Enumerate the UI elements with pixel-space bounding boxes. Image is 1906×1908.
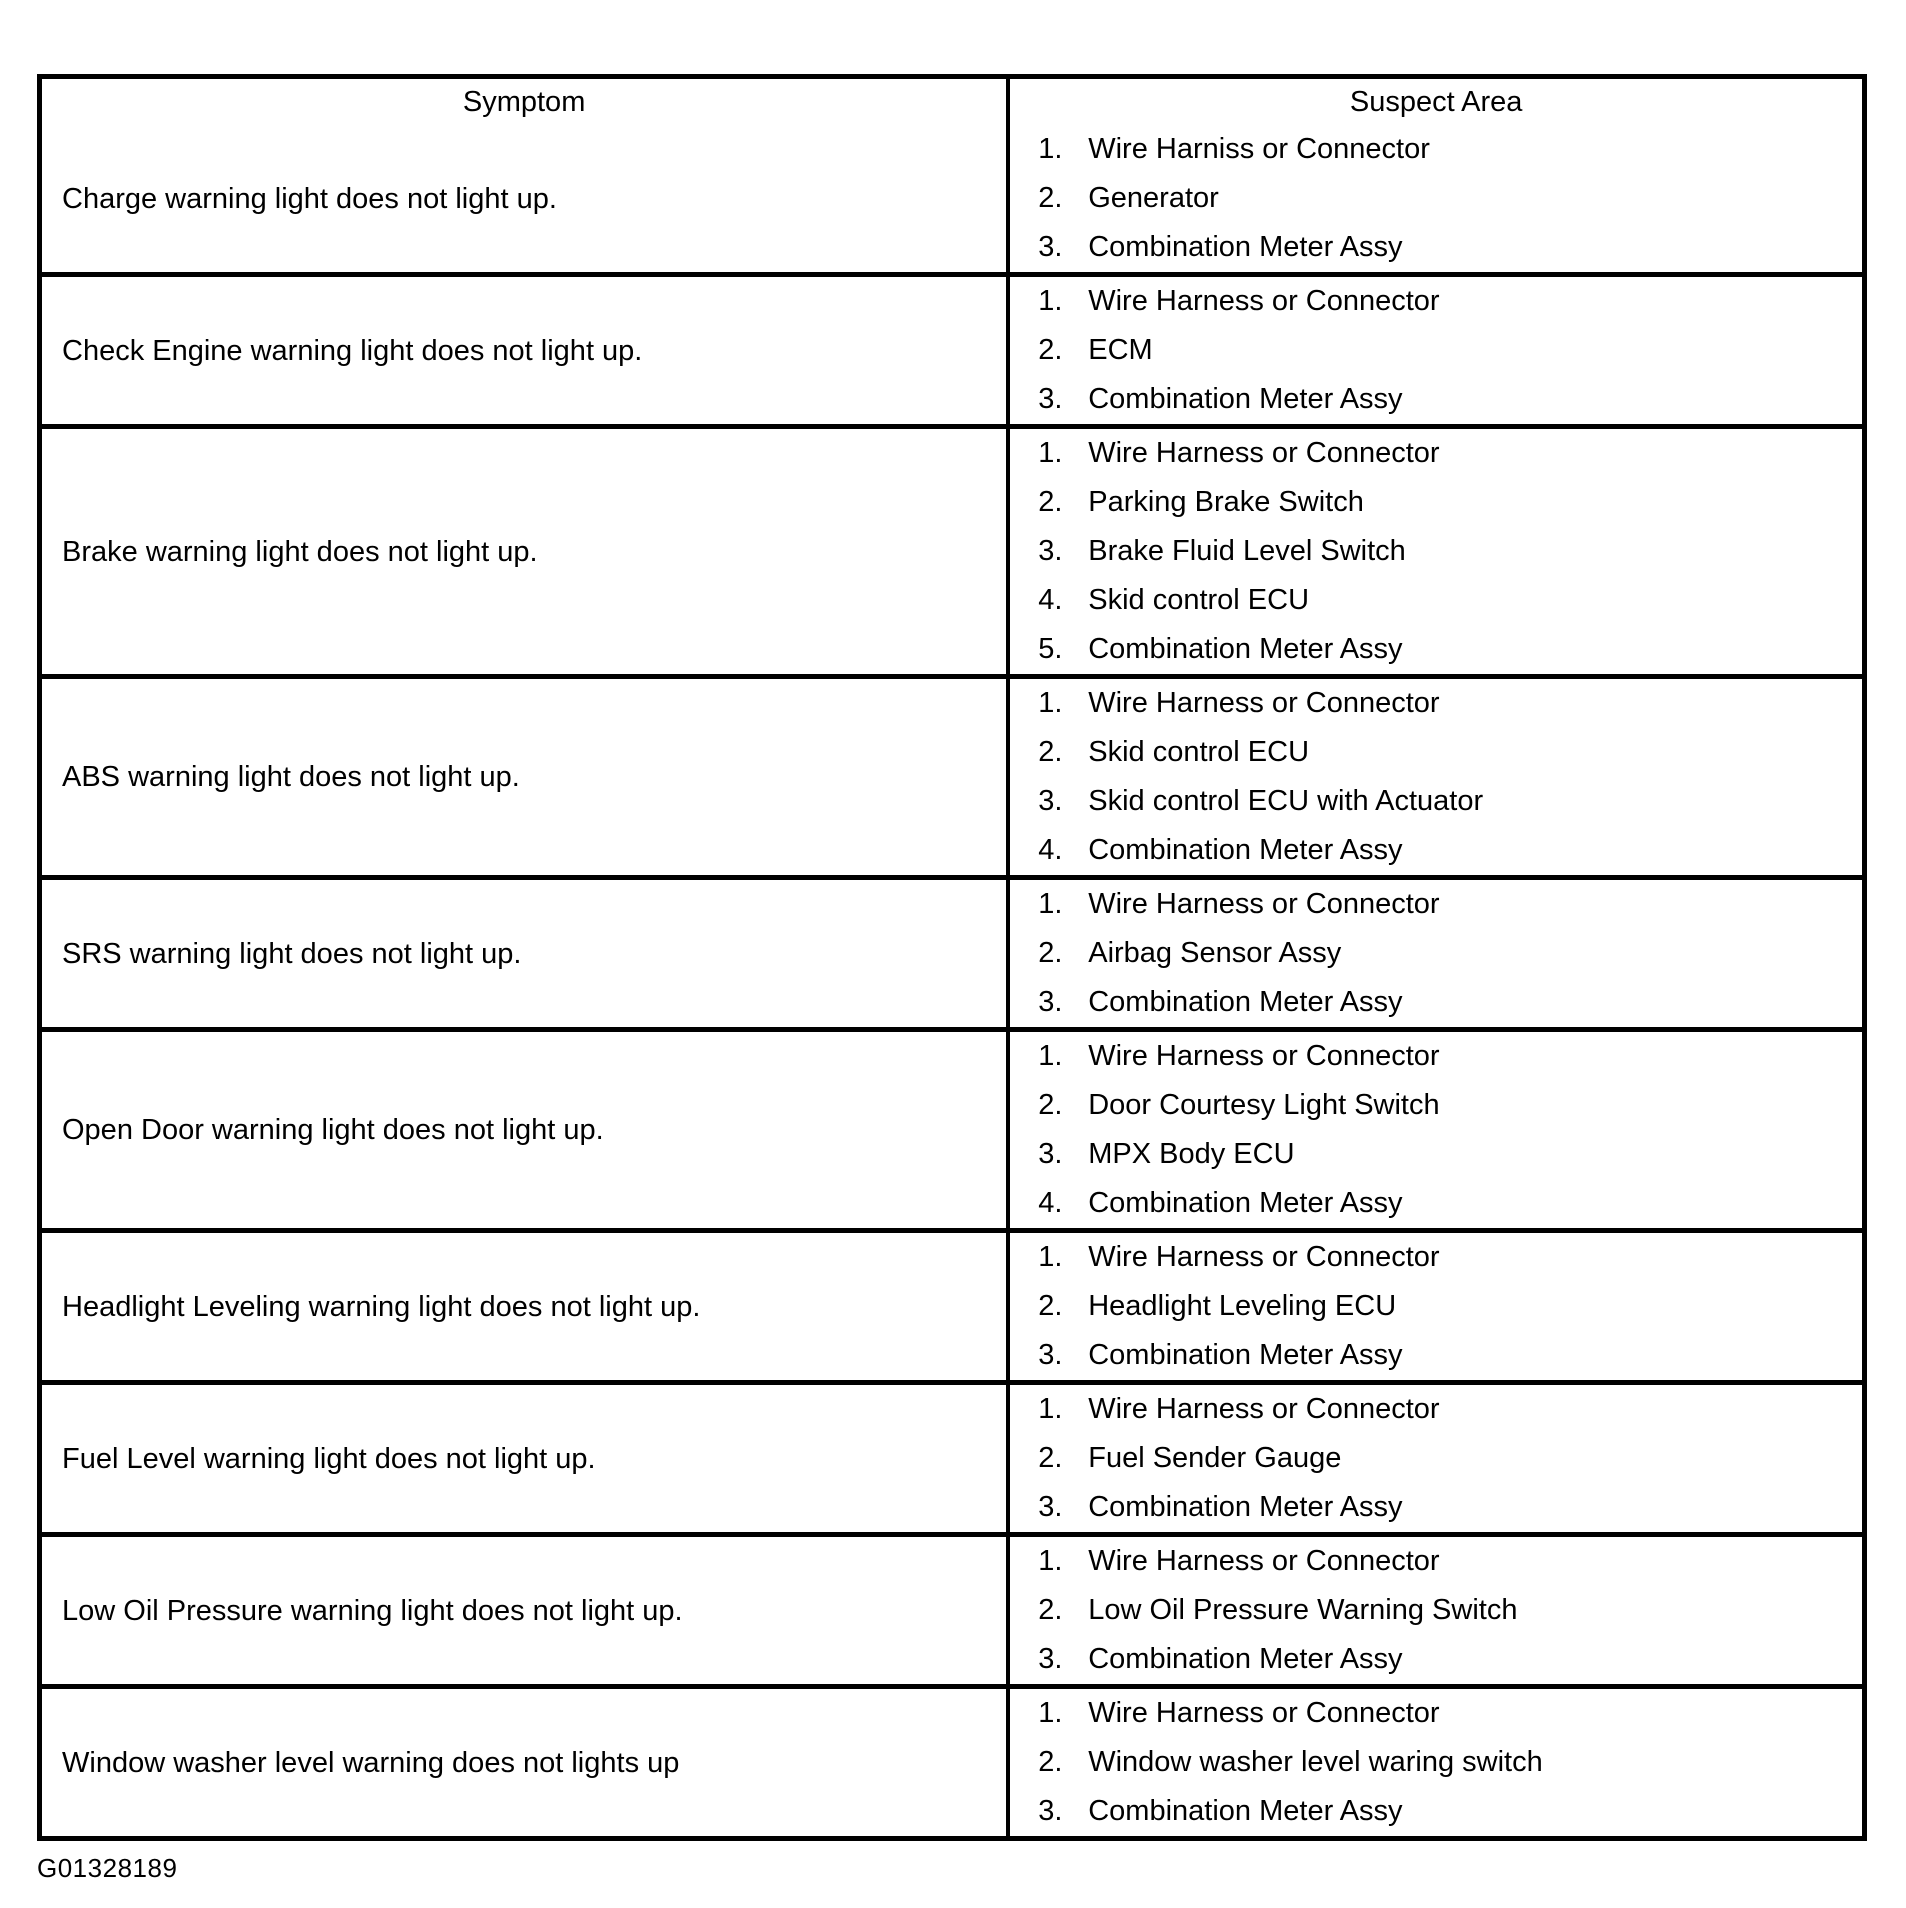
table-row	[42, 875, 1862, 1027]
symptom-cell	[42, 1233, 1010, 1380]
suspect-item-number: 1.	[1038, 888, 1063, 920]
suspect-item-number: 3.	[1038, 1138, 1063, 1170]
symptom-text: Window washer level warning does not lights up	[62, 1746, 680, 1779]
suspect-area-cell	[1010, 1032, 1862, 1228]
suspect-item-number: 3.	[1038, 1795, 1063, 1827]
suspect-item	[1038, 1385, 1856, 1434]
suspect-item-number: 3.	[1038, 535, 1063, 567]
suspect-item-label: ECM	[1088, 334, 1153, 366]
suspect-area-cell	[1010, 1537, 1862, 1684]
suspect-item-label: Wire Harness or Connector	[1088, 437, 1440, 469]
suspect-item-label: Low Oil Pressure Warning Switch	[1088, 1594, 1518, 1626]
table-row	[42, 1684, 1862, 1836]
symptom-text: Low Oil Pressure warning light does not light up.	[62, 1594, 683, 1627]
table-row	[42, 272, 1862, 424]
suspect-item-number: 4.	[1038, 584, 1063, 616]
suspect-item-label: Skid control ECU	[1088, 584, 1310, 616]
symptom-text: Headlight Leveling warning light does not light up.	[62, 1290, 701, 1323]
suspect-item-label: Combination Meter Assy	[1088, 1339, 1403, 1371]
suspect-item-label: Wire Harness or Connector	[1088, 687, 1440, 719]
suspect-item-label: Headlight Leveling ECU	[1088, 1290, 1397, 1322]
suspect-item-number: 3.	[1038, 231, 1063, 263]
suspect-item-number: 2.	[1038, 1594, 1063, 1626]
suspect-item	[1038, 1537, 1856, 1586]
table-body	[42, 125, 1862, 1836]
suspect-item-number: 2.	[1038, 937, 1063, 969]
suspect-item	[1038, 880, 1856, 929]
suspect-item	[1038, 1282, 1856, 1331]
symptom-cell	[42, 679, 1010, 875]
suspect-item	[1038, 375, 1856, 424]
suspect-item-number: 3.	[1038, 383, 1063, 415]
suspect-item-label: Combination Meter Assy	[1088, 231, 1403, 263]
troubleshooting-table	[37, 74, 1867, 1841]
table-row	[42, 1027, 1862, 1228]
table-row	[42, 1380, 1862, 1532]
suspect-item	[1038, 478, 1856, 527]
table-row	[42, 674, 1862, 875]
symptom-cell	[42, 1032, 1010, 1228]
suspect-item-label: Skid control ECU	[1088, 736, 1310, 768]
suspect-item-label: Window washer level waring switch	[1088, 1746, 1543, 1778]
table-row	[42, 125, 1862, 272]
suspect-item	[1038, 174, 1856, 223]
suspect-item-label: Wire Harness or Connector	[1088, 1697, 1440, 1729]
suspect-item-number: 3.	[1038, 785, 1063, 817]
symptom-cell	[42, 125, 1010, 272]
suspect-item-number: 1.	[1038, 1393, 1063, 1425]
suspect-area-cell	[1010, 277, 1862, 424]
suspect-item	[1038, 777, 1856, 826]
suspect-area-cell	[1010, 1233, 1862, 1380]
suspect-area-cell	[1010, 1689, 1862, 1836]
suspect-item	[1038, 1787, 1856, 1836]
suspect-item-label: Combination Meter Assy	[1088, 1795, 1403, 1827]
suspect-item-number: 1.	[1038, 687, 1063, 719]
suspect-item	[1038, 1233, 1856, 1282]
suspect-item	[1038, 125, 1856, 174]
suspect-item-label: Wire Harness or Connector	[1088, 1241, 1440, 1273]
suspect-item-label: Wire Harness or Connector	[1088, 888, 1440, 920]
suspect-item-number: 1.	[1038, 285, 1063, 317]
suspect-item-label: Combination Meter Assy	[1088, 986, 1403, 1018]
suspect-item-label: Airbag Sensor Assy	[1088, 937, 1342, 969]
suspect-item-number: 5.	[1038, 633, 1063, 665]
suspect-item-number: 3.	[1038, 1339, 1063, 1371]
suspect-item-label: Parking Brake Switch	[1088, 486, 1364, 518]
suspect-item-number: 2.	[1038, 1290, 1063, 1322]
suspect-item	[1038, 625, 1856, 674]
suspect-item	[1038, 527, 1856, 576]
suspect-item	[1038, 1434, 1856, 1483]
suspect-item-number: 2.	[1038, 182, 1063, 214]
suspect-item-number: 4.	[1038, 834, 1063, 866]
suspect-item-label: Generator	[1088, 182, 1219, 214]
symptom-cell	[42, 1385, 1010, 1532]
suspect-item-label: Combination Meter Assy	[1088, 834, 1403, 866]
symptom-cell	[42, 1689, 1010, 1836]
suspect-item-number: 2.	[1038, 736, 1063, 768]
suspect-item-label: Combination Meter Assy	[1088, 633, 1403, 665]
suspect-item-label: Wire Harness or Connector	[1088, 1393, 1440, 1425]
suspect-item	[1038, 576, 1856, 625]
suspect-item	[1038, 223, 1856, 272]
suspect-item	[1038, 1586, 1856, 1635]
suspect-area-cell	[1010, 429, 1862, 674]
suspect-area-cell	[1010, 679, 1862, 875]
table-row	[42, 1228, 1862, 1380]
suspect-item-label: Wire Harness or Connector	[1088, 285, 1440, 317]
suspect-item-label: Combination Meter Assy	[1088, 383, 1403, 415]
suspect-item-number: 3.	[1038, 1643, 1063, 1675]
suspect-item-number: 3.	[1038, 986, 1063, 1018]
table-row	[42, 1532, 1862, 1684]
suspect-item-number: 1.	[1038, 1040, 1063, 1072]
symptom-text: SRS warning light does not light up.	[62, 937, 522, 970]
suspect-area-cell	[1010, 1385, 1862, 1532]
symptom-text: Charge warning light does not light up.	[62, 182, 557, 215]
suspect-item	[1038, 1738, 1856, 1787]
suspect-item	[1038, 1081, 1856, 1130]
symptom-cell	[42, 429, 1010, 674]
table-header-row	[42, 79, 1862, 125]
suspect-item	[1038, 1483, 1856, 1532]
suspect-item-number: 1.	[1038, 1241, 1063, 1273]
suspect-item	[1038, 1179, 1856, 1228]
suspect-item-number: 2.	[1038, 1746, 1063, 1778]
suspect-area-cell	[1010, 880, 1862, 1027]
suspect-item-label: Combination Meter Assy	[1088, 1491, 1403, 1523]
suspect-item-label: Combination Meter Assy	[1088, 1643, 1403, 1675]
suspect-item	[1038, 929, 1856, 978]
suspect-item	[1038, 1032, 1856, 1081]
column-header-suspect-area: Suspect Area	[1349, 85, 1523, 118]
symptom-text: Fuel Level warning light does not light up.	[62, 1442, 596, 1475]
suspect-item-number: 1.	[1038, 133, 1063, 165]
symptom-text: ABS warning light does not light up.	[62, 761, 520, 793]
table-row	[42, 424, 1862, 674]
suspect-item-label: Wire Harness or Connector	[1088, 1040, 1440, 1072]
suspect-item-number: 4.	[1038, 1187, 1063, 1219]
symptom-text: Check Engine warning light does not light up.	[62, 334, 643, 367]
suspect-item	[1038, 728, 1856, 777]
suspect-item	[1038, 326, 1856, 375]
suspect-item	[1038, 1331, 1856, 1380]
figure-id: G01328189	[37, 1853, 178, 1883]
suspect-item-number: 2.	[1038, 1442, 1063, 1474]
suspect-item-number: 3.	[1038, 1491, 1063, 1523]
symptom-cell	[42, 1537, 1010, 1684]
suspect-item	[1038, 826, 1856, 875]
suspect-item-number: 2.	[1038, 334, 1063, 366]
symptom-cell	[42, 880, 1010, 1027]
suspect-item	[1038, 277, 1856, 326]
suspect-item-label: Wire Harniss or Connector	[1088, 133, 1430, 165]
suspect-item	[1038, 679, 1856, 728]
symptom-text: Brake warning light does not light up.	[62, 535, 538, 568]
suspect-item-label: MPX Body ECU	[1088, 1138, 1295, 1170]
suspect-item	[1038, 1130, 1856, 1179]
suspect-item	[1038, 978, 1856, 1027]
column-header-symptom: Symptom	[42, 79, 1010, 125]
suspect-item-number: 2.	[1038, 1089, 1063, 1121]
suspect-item	[1038, 1689, 1856, 1738]
suspect-area-cell	[1010, 125, 1862, 272]
symptom-text: Open Door warning light does not light up.	[62, 1114, 604, 1146]
suspect-item-number: 1.	[1038, 1697, 1063, 1729]
suspect-item-label: Wire Harness or Connector	[1088, 1545, 1440, 1577]
suspect-item-number: 2.	[1038, 486, 1063, 518]
suspect-item	[1038, 429, 1856, 478]
suspect-item	[1038, 1635, 1856, 1684]
symptom-cell	[42, 277, 1010, 424]
suspect-item-label: Skid control ECU with Actuator	[1088, 785, 1484, 817]
suspect-item-label: Brake Fluid Level Switch	[1088, 535, 1406, 567]
suspect-item-label: Combination Meter Assy	[1088, 1187, 1403, 1219]
suspect-item-label: Door Courtesy Light Switch	[1088, 1089, 1440, 1121]
suspect-item-number: 1.	[1038, 437, 1063, 469]
suspect-item-label: Fuel Sender Gauge	[1088, 1442, 1342, 1474]
suspect-item-number: 1.	[1038, 1545, 1063, 1577]
